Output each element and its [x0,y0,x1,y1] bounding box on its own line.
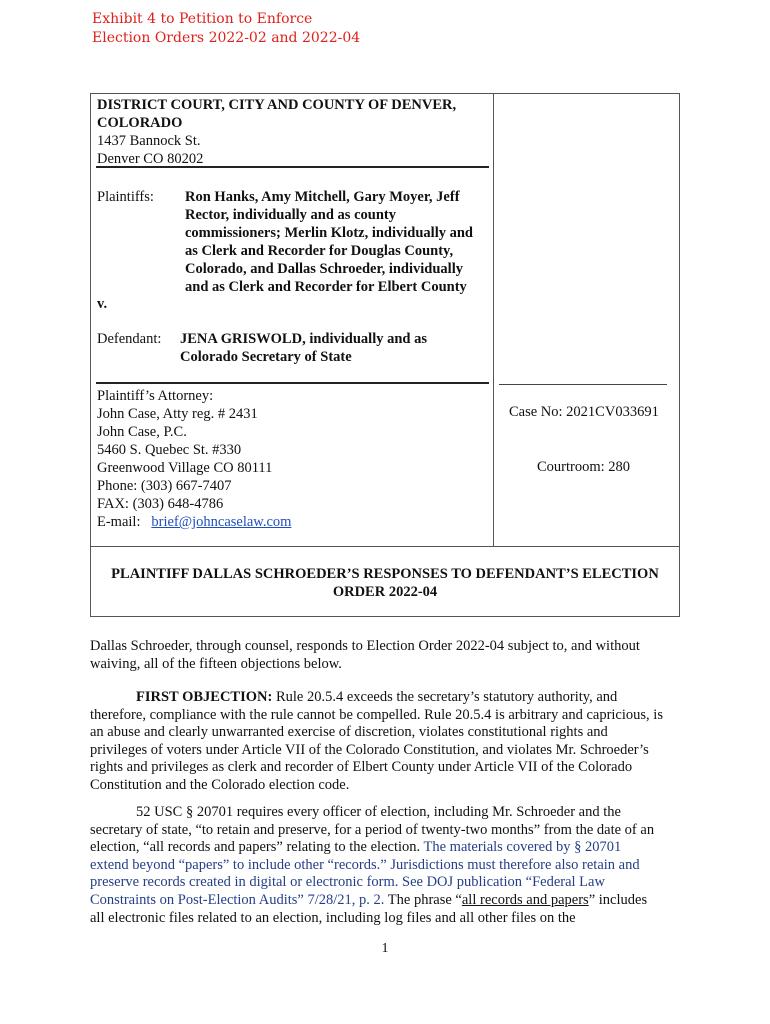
defendant-name [180,330,480,366]
plaintiffs-label: Plaintiffs: [97,189,154,205]
attorney-email-link[interactable]: brief@johncaselaw.com [151,514,292,530]
attorney-address-line-2: Greenwood Village CO 80111 [97,460,273,476]
plaintiffs-line: Rector, individually and as county [185,207,396,223]
objection-line: therefore, compliance with the rule cannot be compelled. Rule 20.5.4 is arbitrary and capricious, is [90,706,663,723]
plaintiffs-line: Ron Hanks, Amy Mitchell, Gary Moyer, Jeff [185,189,460,205]
first-objection-paragraph [90,689,682,795]
court-address-line-2: Denver CO 80202 [97,151,204,167]
courtroom: Courtroom: 280 [537,459,631,475]
underlined-phrase: all records and papers [461,891,589,908]
paragraph-text: The phrase “ [384,891,462,908]
objection-text: Rule 20.5.4 exceeds the secretary’s statutory authority, and [272,689,618,705]
page-number: 1 [381,941,389,956]
caption-row-divider [90,546,680,547]
quoted-text: The materials covered by § 20701 [423,839,622,856]
paragraph-line [90,839,682,857]
document-title-line-1: PLAINTIFF DALLAS SCHROEDER’S RESPONSES TO DEFENDANT’S ELECTION [111,566,659,582]
objection-line: privileges of voters under Article VII of the Colorado Constitution, and violates Mr. Schroeder’s [90,741,649,758]
attorney-label: Plaintiff’s Attorney: [97,388,214,404]
versus-label: v. [97,296,108,312]
document-title [90,565,680,601]
court-name [97,96,487,132]
exhibit-line-1: Exhibit 4 to Petition to Enforce [92,11,313,27]
plaintiffs-names [185,188,490,296]
document-title-line-2: ORDER 2022-04 [332,584,438,600]
first-objection-label: FIRST OBJECTION: [136,689,273,705]
attorney-email-row [97,513,291,531]
objection-line: Constitution and the Colorado election code. [90,776,350,793]
paragraph-line [90,892,682,910]
plaintiffs-line: as Clerk and Recorder for Douglas County, [185,243,454,259]
plaintiffs-line: Colorado, and Dallas Schroeder, individually [185,261,463,277]
court-name-line-2: COLORADO [97,115,183,131]
paragraph-text: election, “all records and papers” relating to the election. [90,839,424,856]
plaintiffs-line: commissioners; Merlin Klotz, individually and [185,225,473,241]
attorney-name: John Case, Atty reg. # 2431 [97,406,258,422]
plaintiffs-line: and as Clerk and Recorder for Elbert County [185,279,467,295]
attorney-info [97,387,291,531]
defendant-label: Defendant: [97,331,162,347]
attorney-firm: John Case, P.C. [97,424,187,440]
case-number-rule [499,384,667,385]
quoted-text: Constraints on Post-Election Audits” 7/28/21, p. 2. [90,891,385,908]
caption-column-divider [493,93,494,546]
objection-line [90,689,682,707]
quoted-line: preserve records created in digital or electronic form. See DOJ publication “Federal Law [90,874,605,891]
attorney-phone: Phone: (303) 667-7407 [97,478,232,494]
email-label: E-mail: [97,514,141,530]
objection-line: an abuse and clearly unwarranted exercise of discretion, violates constitutional rights and [90,724,608,741]
intro-paragraph [90,638,682,673]
exhibit-line-2: Election Orders 2022-02 and 2022-04 [92,30,361,46]
paragraph-line: all electronic files related to an election, including log files and all other files on the [90,909,576,926]
court-address-line-1: 1437 Bannock St. [97,133,201,149]
defendant-line-2: Colorado Secretary of State [180,349,352,365]
court-name-line-1: DISTRICT COURT, CITY AND COUNTY OF DENVER, [97,97,457,113]
parties-section-rule [96,382,489,384]
case-number: Case No: 2021CV033691 [509,404,659,420]
court-address [97,132,203,168]
intro-line: Dallas Schroeder, through counsel, responds to Election Order 2022-04 subject to, and without [90,638,640,654]
paragraph-line: secretary of state, “to retain and preserve, for a period of twenty-two months” from the date of an [90,821,655,838]
exhibit-header-note [92,10,360,48]
intro-line: waiving, all of the fifteen objections below. [90,655,342,672]
quoted-line: extend beyond “papers” to include other “records.” Jurisdictions must therefore also retain and [90,856,640,873]
paragraph-text: ” includes [588,891,648,908]
attorney-address-line-1: 5460 S. Quebec St. #330 [97,442,242,458]
defendant-line-1: JENA GRISWOLD, individually and as [180,331,427,347]
usc-paragraph [90,804,682,927]
paragraph-line: 52 USC § 20701 requires every officer of election, including Mr. Schroeder and the [136,804,621,820]
attorney-fax: FAX: (303) 648-4786 [97,496,224,512]
objection-line: rights and privileges as clerk and recorder of Elbert County under Article VII of the Colorado [90,759,633,776]
